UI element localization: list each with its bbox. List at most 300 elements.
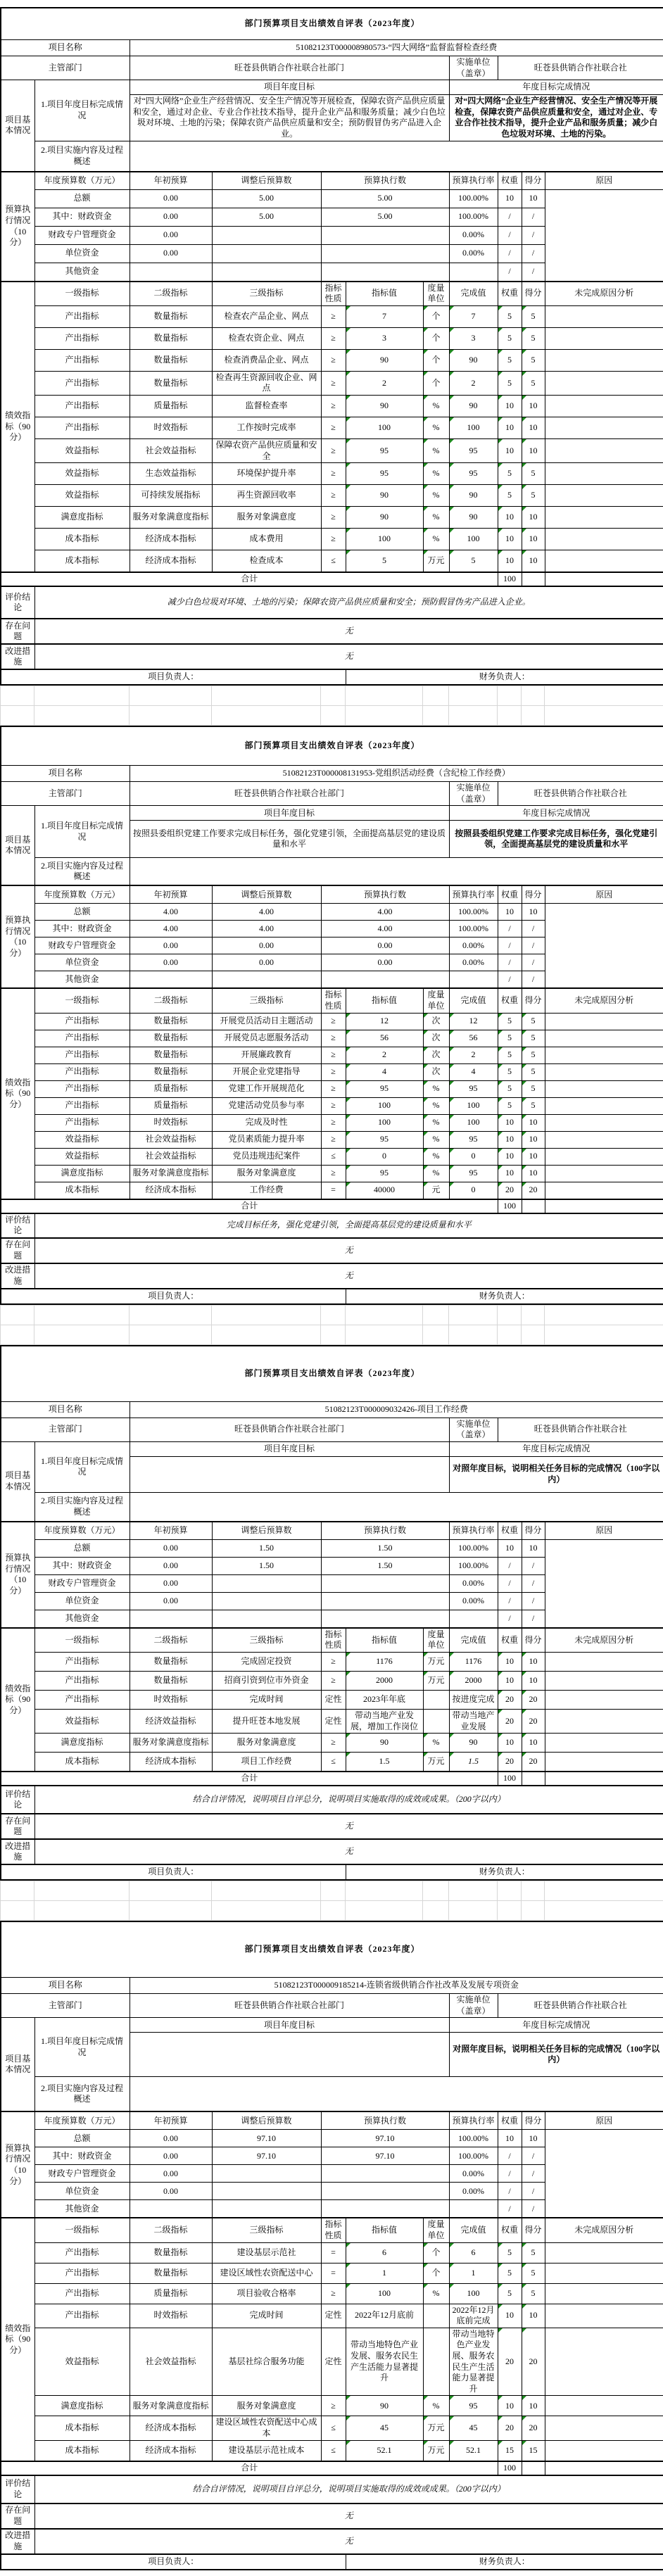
indicator-nature: 定性 (321, 2304, 346, 2328)
separator-cell (346, 1901, 423, 1921)
indicator-unit: 个 (423, 371, 449, 395)
implementing-unit-label: 实施单位（盖章） (449, 782, 498, 806)
indicator-header: 得分 (522, 282, 545, 306)
separator-cell (449, 706, 498, 726)
indicator-done: 4 (449, 1063, 498, 1080)
separator-cell (545, 1325, 663, 1344)
indicator-header: 二级指标 (130, 2218, 212, 2242)
budget-row-label: 其中：财政资金 (34, 921, 130, 937)
budget-header: 预算执行率 (449, 1522, 498, 1540)
ind (1, 1691, 663, 1710)
goal-item-label: 1.项目年度目标完成情况 (34, 806, 130, 858)
performance-section-label: 绩效指标（90分） (1, 988, 34, 1199)
indicator-value: 0 (346, 1148, 423, 1165)
ind (1, 1182, 663, 1199)
indicator-done: 90 (449, 507, 498, 529)
implementing-unit-label: 实施单位（盖章） (449, 1418, 498, 1441)
separator-cell (321, 686, 346, 706)
budget-weight: 10 (498, 904, 522, 921)
budget-executed: 1.50 (321, 1557, 449, 1574)
separator-cell (34, 686, 130, 706)
annual-goal-header: 项目年度目标 (130, 80, 449, 95)
separator-cell (1, 1901, 34, 1921)
budget-executed: 0.00 (321, 954, 449, 971)
report-title: 部门预算项目支出绩效自评表（2023年度） (1, 8, 663, 40)
indicator-score: 5 (522, 1030, 545, 1047)
conclusion-label: 评价结论 (1, 2475, 34, 2504)
budget-header: 权重 (498, 172, 522, 190)
ind (1, 1080, 663, 1097)
separator-cell (321, 1881, 346, 1901)
ind (1, 1047, 663, 1063)
separator-cell (1, 686, 34, 706)
budget-rate: 0.00% (449, 1574, 498, 1592)
indicator-l3: 建设区域性农资配送中心成本 (212, 2416, 321, 2440)
indicator-l3: 开展党员志愿服务活动 (212, 1030, 321, 1047)
indicator-reason-cell (545, 1047, 663, 1063)
budget-header: 年度预算数（万元） (34, 2111, 130, 2130)
indicator-weight: 10 (498, 529, 522, 550)
indicator-l3: 党员违规违纪案件 (212, 1148, 321, 1165)
budget-rate: 100.00% (449, 2130, 498, 2147)
indicator-unit: 万元 (423, 1753, 449, 1772)
indicator-unit (423, 2304, 449, 2328)
ind (1, 349, 663, 371)
indicator-l3: 建设基层示范社 (212, 2242, 321, 2263)
budget-executed: 5.00 (321, 208, 449, 226)
indicator-reason-cell (545, 1710, 663, 1734)
foot (1, 1289, 663, 1304)
indicator-header: 度量单位 (423, 1628, 449, 1653)
problems-label: 存在问题 (1, 1814, 34, 1839)
budget-score: 10 (522, 2130, 545, 2147)
annual-goal-text: 对“四大网络”企业生产经营情况、安全生产情况等开展检查，保障农资产品供应质量和安全，通过对企业、专业合作社技术指导，提升企业产品和服务质量；减少白色垃圾对环境、土地的污染；保障农资产品供应质量和安全；预防假冒伪劣产品进入企业。 (130, 95, 449, 141)
separator-cell (34, 1325, 130, 1344)
bh-row (1, 172, 663, 190)
indicator-l3: 党建活动党员参与率 (212, 1097, 321, 1114)
indicator-l2: 数量指标 (130, 1063, 212, 1080)
indicator-header: 三级指标 (212, 1628, 321, 1653)
indicator-unit: 元 (423, 1182, 449, 1199)
ind (1, 1653, 663, 1672)
indicator-l2: 质量指标 (130, 1080, 212, 1097)
brow (1, 904, 663, 921)
indicator-done: 0 (449, 1148, 498, 1165)
problems-text: 无 (34, 2504, 663, 2529)
indicator-unit: % (423, 2283, 449, 2304)
budget-header: 预算执行率 (449, 2111, 498, 2130)
budget-weight: / (498, 954, 522, 971)
separator-cell (423, 1325, 449, 1344)
indicator-l1: 产出指标 (34, 1013, 130, 1030)
indicator-done: 95 (449, 1165, 498, 1182)
separator-cell (321, 1901, 346, 1921)
separator-cell (212, 1325, 321, 1344)
separator-cell (321, 706, 346, 726)
indicator-done: 2 (449, 371, 498, 395)
indicator-done: 按进度完成 (449, 1691, 498, 1710)
budget-header: 年度预算数（万元） (34, 172, 130, 190)
indicator-reason-cell (545, 417, 663, 438)
indicator-value: 100 (346, 1097, 423, 1114)
improvements-text: 无 (34, 1839, 663, 1864)
budget-header: 权重 (498, 885, 522, 904)
gh-row (1, 1441, 663, 1456)
budget-row-label: 其中：财政资金 (34, 208, 130, 226)
budget-weight: / (498, 1574, 522, 1592)
indicator-score: 10 (522, 1148, 545, 1165)
budget-header: 年初预算 (130, 885, 212, 904)
indicator-l2: 社会效益指标 (130, 1131, 212, 1148)
indicator-weight: 20 (498, 1182, 522, 1199)
budget-rate: 0.00% (449, 244, 498, 263)
indicator-reason-cell (545, 529, 663, 550)
budget-score: / (522, 971, 545, 989)
budget-adjusted (212, 244, 321, 263)
report-title: 部门预算项目支出绩效自评表（2023年度） (1, 1921, 663, 1978)
budget-weight: 10 (498, 1539, 522, 1557)
indicator-l3: 服务对象满意度 (212, 1734, 321, 1753)
overview-item-label: 2.项目实施内容及过程概述 (34, 2077, 130, 2112)
prob (1, 2504, 663, 2529)
problems-text: 无 (34, 1814, 663, 1839)
budget-score: / (522, 263, 545, 282)
indicator-unit: % (423, 438, 449, 462)
conclusion-label: 评价结论 (1, 586, 34, 619)
indicator-done: 7 (449, 305, 498, 327)
indicator-done: 52.1 (449, 2440, 498, 2461)
indicator-nature: ≥ (321, 305, 346, 327)
budget-weight: / (498, 2147, 522, 2165)
department-label: 主管部门 (1, 56, 130, 80)
indicator-nature: ≥ (321, 395, 346, 417)
project-name-label: 项目名称 (1, 1401, 130, 1418)
indicator-reason-cell (545, 2440, 663, 2461)
total-score (522, 1199, 545, 1213)
gh-row (1, 806, 663, 821)
budget-score: 10 (522, 1539, 545, 1557)
budget-reason-cell (545, 2130, 663, 2218)
indicator-nature: ≤ (321, 550, 346, 573)
indicator-l1: 产出指标 (34, 2304, 130, 2328)
indicator-l3: 项目验收合格率 (212, 2283, 321, 2304)
indicator-l2: 数量指标 (130, 327, 212, 349)
indicator-value: 52.1 (346, 2440, 423, 2461)
annual-goal-text: 按照县委组织党建工作要求完成目标任务，强化党建引领，全面提高基层党的建设质量和水平 (130, 821, 449, 858)
total-row (1, 2461, 663, 2475)
indicator-l3: 项目工作经费 (212, 1753, 321, 1772)
indicator-header: 指标性质 (321, 2218, 346, 2242)
total-label: 合计 (1, 1199, 498, 1213)
separator-cell (423, 1305, 449, 1325)
indicator-weight: 5 (498, 1047, 522, 1063)
indicator-score: 5 (522, 349, 545, 371)
budget-initial: 0.00 (130, 2147, 212, 2165)
indicator-weight: 5 (498, 1097, 522, 1114)
budget-initial: 0.00 (130, 244, 212, 263)
brow (1, 1539, 663, 1557)
indicator-weight: 10 (498, 1672, 522, 1691)
indicator-l3: 建设区域性农资配送中心 (212, 2263, 321, 2283)
basic-info-label: 项目基本情况 (1, 806, 34, 886)
title-row (1, 726, 663, 766)
goal-completion-text: 按照县委组织党建工作要求完成目标任务，强化党建引领，全面提高基层党的建设质量和水平 (449, 821, 663, 858)
indicator-l2: 质量指标 (130, 2283, 212, 2304)
indicator-unit: 万元 (423, 1672, 449, 1691)
budget-header: 年度预算数（万元） (34, 885, 130, 904)
indicator-nature: ≥ (321, 438, 346, 462)
ind (1, 2416, 663, 2440)
budget-rate: 100.00% (449, 1539, 498, 1557)
indicator-value: 带动当地特色产业发展、服务农民生产生活能力显著提升 (346, 2328, 423, 2396)
indicator-l3: 招商引资到位市外资金 (212, 1672, 321, 1691)
indicator-value: 1.5 (346, 1753, 423, 1772)
goal-completion-header: 年度目标完成情况 (449, 806, 663, 821)
budget-score: / (522, 921, 545, 937)
indicator-weight: 20 (498, 1691, 522, 1710)
budget-executed: 97.10 (321, 2147, 449, 2165)
budget-row-label: 其他资金 (34, 971, 130, 989)
eval-sheet (0, 726, 663, 1305)
project-manager-label: 项目负责人： (1, 1864, 346, 1880)
ind (1, 438, 663, 462)
indicator-unit: 万元 (423, 1653, 449, 1672)
goal-completion-text: 对“四大网络”企业生产经营情况、安全生产情况等开展检查，保障农资产品供应质量和安全，通过对企业、专业合作社技术指导，提升企业产品和服务质量；减少白色垃圾对环境、土地的污染。 (449, 95, 663, 141)
indicator-l3: 建设基层示范社成本 (212, 2440, 321, 2461)
ind (1, 1097, 663, 1114)
separator-cell (545, 686, 663, 706)
finance-manager-label: 财务负责人： (346, 2554, 663, 2570)
indicator-header: 二级指标 (130, 988, 212, 1013)
indicator-unit: % (423, 507, 449, 529)
goal-item-label: 1.项目年度目标完成情况 (34, 1441, 130, 1492)
budget-weight: 10 (498, 2130, 522, 2147)
budget-header: 原因 (545, 885, 663, 904)
indicator-l1: 效益指标 (34, 485, 130, 507)
indicator-l1: 产出指标 (34, 1080, 130, 1097)
indicator-header: 完成值 (449, 988, 498, 1013)
ind (1, 371, 663, 395)
indicator-header: 未完成原因分析 (545, 1628, 663, 1653)
ind (1, 1753, 663, 1772)
indicator-nature: ≥ (321, 1165, 346, 1182)
indicator-unit: % (423, 463, 449, 485)
budget-rate: 0.00% (449, 2165, 498, 2183)
indicator-score: 10 (522, 1672, 545, 1691)
indicator-header: 指标性质 (321, 1628, 346, 1653)
separator-cell (423, 1881, 449, 1901)
indicator-nature: ≥ (321, 1114, 346, 1131)
separator-cell (346, 1325, 423, 1344)
improvements-label: 改进措施 (1, 2529, 34, 2554)
indicator-weight: 10 (498, 507, 522, 529)
indicator-l3: 检查成本 (212, 550, 321, 573)
dept-row (1, 56, 663, 80)
budget-weight: / (498, 226, 522, 244)
indicator-l2: 服务对象满意度指标 (130, 2396, 212, 2416)
indicator-reason-cell (545, 485, 663, 507)
indicator-done: 95 (449, 2396, 498, 2416)
conclusion-label: 评价结论 (1, 1786, 34, 1814)
separator-cell (346, 686, 423, 706)
indicator-value: 95 (346, 1080, 423, 1097)
separator-cell (212, 686, 321, 706)
indicator-header: 三级指标 (212, 282, 321, 306)
budget-weight: / (498, 2200, 522, 2218)
ind (1, 2304, 663, 2328)
indicator-reason-cell (545, 305, 663, 327)
basic-info-label: 项目基本情况 (1, 2018, 34, 2112)
indicator-value: 7 (346, 305, 423, 327)
indicator-done: 90 (449, 485, 498, 507)
impr (1, 1839, 663, 1864)
indicator-score: 10 (522, 2304, 545, 2328)
budget-section-label: 预算执行情况（10分） (1, 2111, 34, 2218)
sheet-separator-grid (0, 686, 663, 726)
indicator-l2: 时效指标 (130, 2304, 212, 2328)
budget-row-label: 财政专户管理资金 (34, 226, 130, 244)
indicator-weight: 5 (498, 2283, 522, 2304)
project-name-value: 51082123T000009185214-连锁省级供销合作社改革及发展专项资金 (130, 1978, 663, 1994)
indicator-reason-cell (545, 395, 663, 417)
separator-cell (212, 1305, 321, 1325)
budget-executed (321, 263, 449, 282)
indicator-weight: 20 (498, 2328, 522, 2396)
indicator-nature: ≥ (321, 1672, 346, 1691)
budget-header: 原因 (545, 172, 663, 190)
indicator-l3: 服务对象满意度 (212, 1165, 321, 1182)
indicator-score: 10 (522, 1131, 545, 1148)
separator-cell (522, 1881, 545, 1901)
budget-score: / (522, 244, 545, 263)
budget-header: 得分 (522, 1522, 545, 1540)
goal-completion-text: 对照年度目标，说明相关任务目标的完成情况（100字以内） (449, 2033, 663, 2077)
indicator-reason-cell (545, 2328, 663, 2396)
indicator-header: 二级指标 (130, 282, 212, 306)
budget-row-label: 总额 (34, 189, 130, 208)
ind (1, 1165, 663, 1182)
total-label: 合计 (1, 572, 498, 586)
budget-adjusted (212, 1574, 321, 1592)
indicator-weight: 10 (498, 2304, 522, 2328)
indicator-nature: ≥ (321, 463, 346, 485)
separator-cell (449, 1325, 498, 1344)
indicator-unit: 个 (423, 305, 449, 327)
indicator-value: 2022年12月底前 (346, 2304, 423, 2328)
indicator-l1: 产出指标 (34, 2283, 130, 2304)
indicator-done: 90 (449, 349, 498, 371)
indicator-value: 90 (346, 485, 423, 507)
separator-cell (34, 1881, 130, 1901)
indicator-l2: 时效指标 (130, 1691, 212, 1710)
separator-cell (545, 1881, 663, 1901)
indicator-header: 指标值 (346, 988, 423, 1013)
budget-score: / (522, 2147, 545, 2165)
total-weight: 100 (498, 572, 522, 586)
separator-cell (449, 1305, 498, 1325)
indicator-weight: 5 (498, 1080, 522, 1097)
indicator-l1: 成本指标 (34, 550, 130, 573)
indicator-value: 2 (346, 1047, 423, 1063)
indicator-unit: 个 (423, 2263, 449, 2283)
indicator-reason-cell (545, 2263, 663, 2283)
indicator-header: 未完成原因分析 (545, 2218, 663, 2242)
budget-executed (321, 244, 449, 263)
indicator-reason-cell (545, 438, 663, 462)
indicator-unit: 万元 (423, 2440, 449, 2461)
conclusion-text: 完成目标任务，强化党建引领，全面提高基层党的建设质量和水平 (34, 1213, 663, 1238)
indicator-nature: = (321, 2242, 346, 2263)
project-manager-label: 项目负责人： (1, 669, 346, 685)
total-reason (545, 572, 663, 586)
indicator-weight: 5 (498, 371, 522, 395)
eval-sheet (0, 1921, 663, 2570)
prob (1, 1238, 663, 1263)
budget-executed: 97.10 (321, 2130, 449, 2147)
brow (1, 189, 663, 208)
indicator-unit (423, 2328, 449, 2396)
indicator-l2: 服务对象满意度指标 (130, 1165, 212, 1182)
project-name-label: 项目名称 (1, 1978, 130, 1994)
indicator-nature: ≥ (321, 1131, 346, 1148)
indicator-header: 完成值 (449, 2218, 498, 2242)
indicator-score: 5 (522, 305, 545, 327)
budget-header: 原因 (545, 2111, 663, 2130)
indicator-score: 10 (522, 1653, 545, 1672)
separator-cell (346, 706, 423, 726)
project-manager-label: 项目负责人： (1, 1289, 346, 1304)
name-row (1, 1401, 663, 1418)
goal-completion-header: 年度目标完成情况 (449, 2018, 663, 2033)
desc-row (1, 1492, 663, 1522)
indicator-value: 95 (346, 1165, 423, 1182)
total-score (522, 2461, 545, 2475)
annual-goal-text (130, 1456, 449, 1492)
indicator-l2: 社会效益指标 (130, 438, 212, 462)
department-label: 主管部门 (1, 1418, 130, 1441)
budget-initial (130, 2200, 212, 2218)
conclusion-text: 减少白色垃圾对环境、土地的污染；保障农资产品供应质量和安全；预防假冒伪劣产品进入企业。 (34, 586, 663, 619)
indicator-score: 10 (522, 2396, 545, 2416)
budget-executed (321, 971, 449, 989)
indicator-reason-cell (545, 1165, 663, 1182)
indicator-l1: 成本指标 (34, 2440, 130, 2461)
indicator-reason-cell (545, 2283, 663, 2304)
budget-rate: 100.00% (449, 904, 498, 921)
indicator-weight: 10 (498, 417, 522, 438)
name-row (1, 40, 663, 56)
separator-cell (212, 1901, 321, 1921)
department-label: 主管部门 (1, 1994, 130, 2018)
implementing-unit-label: 实施单位（盖章） (449, 56, 498, 80)
ind (1, 1734, 663, 1753)
total-reason (545, 1199, 663, 1213)
indicator-done: 5 (449, 550, 498, 573)
indicator-score: 10 (522, 395, 545, 417)
indicator-l1: 产出指标 (34, 305, 130, 327)
indicator-l3: 保障农资产品供应质量和安全 (212, 438, 321, 462)
indicator-l1: 效益指标 (34, 2328, 130, 2396)
indicator-weight: 5 (498, 2263, 522, 2283)
ind (1, 327, 663, 349)
ind (1, 1013, 663, 1030)
budget-executed (321, 2200, 449, 2218)
indicator-weight: 5 (498, 1013, 522, 1030)
name-row (1, 1978, 663, 1994)
indicator-l2: 数量指标 (130, 2263, 212, 2283)
ind (1, 463, 663, 485)
indicator-reason-cell (545, 1653, 663, 1672)
